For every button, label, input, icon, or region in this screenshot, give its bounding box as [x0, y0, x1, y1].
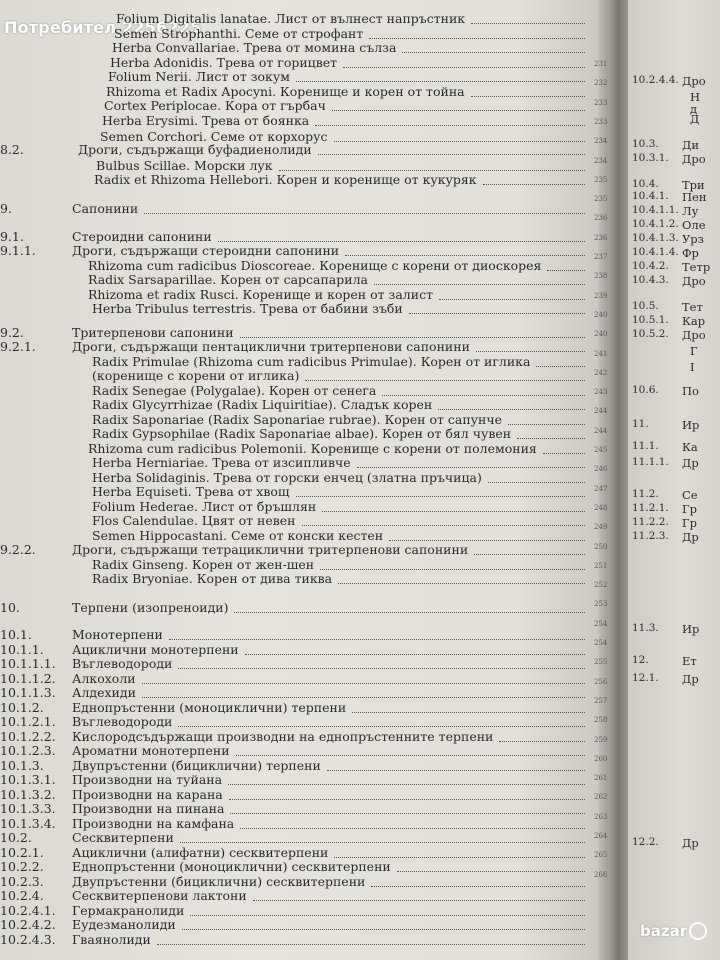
- toc-entry-number: 10.2.4.4.: [632, 74, 679, 86]
- toc-entry-title: Г: [690, 344, 698, 358]
- toc-entry-title: Bulbus Scillae. Морски лук: [96, 158, 273, 173]
- toc-entry-title: Тетр: [682, 260, 711, 274]
- toc-entry-title: Гр: [682, 502, 697, 516]
- toc-entry-number: 10.1.3.1.: [0, 772, 56, 787]
- toc-entry-title: По: [682, 384, 699, 398]
- page-number: 235: [594, 195, 608, 204]
- toc-entry-title: Дроги, съдържащи тетрациклични тритерпенови сапонини: [72, 542, 469, 557]
- toc-entry-title: Ир: [682, 622, 700, 636]
- toc-entry-title: Сапонини: [72, 201, 139, 216]
- dot-leader: [382, 395, 585, 396]
- chat-bubble-icon: [689, 922, 707, 940]
- dot-leader: [144, 213, 585, 214]
- dot-leader: [315, 125, 585, 126]
- dot-leader: [402, 52, 585, 53]
- dot-leader: [296, 496, 585, 497]
- dot-leader: [305, 380, 585, 381]
- toc-entry-title: Ди: [682, 138, 700, 152]
- toc-entry: [632, 654, 718, 670]
- toc-entry-title: Тет: [682, 300, 703, 314]
- page-number: 259: [594, 735, 608, 744]
- page-number: 231: [594, 60, 608, 68]
- toc-entry-title: Алдехиди: [72, 685, 136, 700]
- dot-leader: [374, 284, 585, 285]
- toc-entry-title: Radix Glycyrrhizae (Radix Liquiritiae). Сладък корен: [92, 397, 433, 412]
- dot-leader: [229, 799, 585, 800]
- page-number: 255: [594, 658, 608, 667]
- dot-leader: [499, 741, 585, 742]
- dot-leader: [345, 255, 585, 256]
- page-number: 247: [594, 484, 608, 493]
- dot-leader: [296, 81, 585, 82]
- page-number: 254: [594, 619, 608, 628]
- toc-entry-title: Rhizoma cum radicibus Dioscoreae. Коренище с корени от диоскорея: [88, 258, 542, 273]
- toc-entry-title: Фр: [682, 246, 699, 260]
- page-number: 257: [594, 696, 608, 705]
- toc-entry-number: 10.2.4.2.: [0, 917, 56, 932]
- dot-leader: [371, 886, 585, 887]
- toc-entry-number: 10.: [0, 600, 20, 615]
- page-number: 262: [594, 793, 608, 802]
- toc-entry-number: 10.4.1.1.: [632, 204, 679, 216]
- dot-leader: [438, 409, 585, 410]
- dot-leader: [483, 184, 585, 185]
- toc-entry-number: 10.4.2.: [632, 260, 669, 272]
- page-number: 235: [594, 175, 608, 184]
- dot-leader: [352, 712, 585, 713]
- toc-entry: [632, 440, 718, 456]
- toc-entry: [632, 112, 718, 128]
- toc-entry-title: Flos Calendulae. Цвят от невен: [92, 513, 296, 528]
- toc-entry-title: Rhizoma et Radix Apocyni. Коренище и корен от тойна: [106, 84, 465, 99]
- page-number: 265: [594, 851, 608, 860]
- toc-entry-title: (коренище с корени от иглика): [92, 368, 300, 383]
- page-number: 234: [594, 137, 608, 146]
- dot-leader: [253, 900, 585, 901]
- dot-leader: [338, 583, 585, 584]
- logo-text: bazar: [640, 922, 688, 940]
- page-number: 264: [594, 832, 608, 840]
- watermark: Потребител 2256225: [4, 18, 202, 37]
- page-number: 248: [594, 503, 608, 512]
- toc-entry-title: Radix Senegae (Polygalae). Корен от сенега: [92, 383, 377, 398]
- toc-entry-title: Radix Bryoniae. Корен от дива тиква: [92, 571, 333, 586]
- toc-entry: [0, 201, 590, 219]
- toc-entry-title: Ароматни монотерпени: [72, 743, 230, 758]
- toc-entry-title: Двупръстенни (бициклични) терпени: [72, 758, 321, 773]
- toc-entry-title: Herba Equiseti. Трева от хвощ: [92, 484, 290, 499]
- dot-leader: [343, 67, 585, 68]
- page-number: 237: [594, 253, 608, 261]
- toc-entry-number: 10.4.1.: [632, 190, 669, 202]
- page-number: 249: [594, 523, 608, 532]
- toc-entry: [632, 152, 718, 168]
- page-number: 233: [594, 117, 608, 126]
- toc-entry: [632, 836, 718, 852]
- toc-entry: [632, 384, 718, 400]
- toc-entry-number: 10.4.3.: [632, 274, 669, 286]
- dot-leader: [320, 569, 585, 570]
- toc-entry-number: 11.2.3.: [632, 530, 669, 542]
- dot-leader: [471, 96, 585, 97]
- toc-entry-number: 10.2.1.: [0, 845, 44, 860]
- toc-entry-title: Стероидни сапонини: [72, 229, 212, 244]
- toc-entry: [632, 672, 718, 688]
- toc-entry-number: 11.: [632, 418, 649, 430]
- toc-entry-title: Пен: [682, 190, 707, 204]
- page-number: 236: [594, 233, 608, 242]
- page-number: 238: [594, 272, 608, 281]
- toc-entry-title: Folium Hederae. Лист от бръшлян: [92, 499, 317, 514]
- toc-entry-title: Rhizoma cum radicibus Polemonii. Коренище с корени от полемония: [88, 441, 537, 456]
- page-number: 244: [594, 407, 608, 416]
- toc-entry-title: Ациклични (алифатни) сесквитерпени: [72, 845, 329, 860]
- toc-entry-title: Radix Gypsophilae (Radix Saponariae albae). Корен от бял чувен: [92, 426, 512, 441]
- toc-entry-number: 12.1.: [632, 672, 659, 684]
- toc-entry-number: 9.2.: [0, 325, 24, 340]
- dot-leader: [190, 915, 585, 916]
- toc-entry-number: 10.3.1.: [632, 152, 669, 164]
- page-number: 242: [594, 368, 608, 377]
- toc-entry-title: Cortex Periplocae. Кора от гърбач: [104, 98, 326, 113]
- toc-entry-title: Radix Ginseng. Корен от жен-шен: [92, 557, 315, 572]
- toc-entry-title: Двупръстенни (бициклични) сесквитерпени: [72, 874, 366, 889]
- toc-entry-title: Терпени (изопреноиди): [72, 600, 229, 615]
- dot-leader: [327, 770, 585, 771]
- toc-entry-title: Radix Sarsaparillae. Корен от сарсапарила: [88, 272, 368, 287]
- toc-entry-title: Дроги, съдържащи буфадиенолиди: [78, 142, 312, 157]
- dot-leader: [409, 313, 585, 314]
- toc-entry-title: Дро: [682, 74, 706, 88]
- dot-leader: [236, 755, 585, 756]
- toc-entry: [632, 418, 718, 434]
- dot-leader: [322, 511, 585, 512]
- dot-leader: [439, 299, 585, 300]
- toc-entry-title: Еднопръстенни (моноциклични) терпени: [72, 700, 347, 715]
- toc-entry: [632, 74, 718, 90]
- dot-leader: [332, 110, 585, 111]
- toc-entry-title: Др: [682, 672, 699, 686]
- toc-entry-title: Еднопръстенни (моноциклични) сесквитерпени: [72, 859, 391, 874]
- toc-entry-title: Ир: [682, 418, 700, 432]
- page-number: 241: [594, 349, 608, 358]
- toc-entry-title: Лу: [682, 204, 699, 218]
- dot-leader: [142, 683, 585, 684]
- toc-entry-number: 10.1.3.3.: [0, 801, 56, 816]
- page-number: 254: [594, 639, 608, 647]
- dot-leader: [397, 871, 585, 872]
- page-number: 250: [594, 542, 608, 551]
- toc-entry-title: Др: [682, 836, 699, 850]
- toc-entry: [632, 274, 718, 290]
- toc-entry: [632, 328, 718, 344]
- dot-leader: [334, 857, 585, 858]
- toc-entry-title: Гваянолиди: [72, 932, 151, 947]
- toc-entry-title: Кар: [682, 314, 706, 328]
- toc-entry-number: 11.2.2.: [632, 516, 669, 528]
- page-number: 266: [594, 870, 608, 879]
- toc-entry-title: Herba Tribulus terrestris. Трева от бабини зъби: [92, 301, 403, 316]
- toc-entry: [0, 600, 590, 618]
- toc-entry-title: Дроги, съдържащи стероидни сапонини: [72, 243, 340, 258]
- toc-entry-title: Др: [682, 530, 699, 544]
- toc-entry-number: 10.1.1.2.: [0, 671, 56, 686]
- bazar-logo: [640, 916, 718, 946]
- toc-entry-number: 10.1.3.: [0, 758, 44, 773]
- toc-entry-number: 10.1.3.4.: [0, 816, 56, 831]
- toc-entry: [632, 456, 718, 472]
- toc-entry-title: Herba Solidaginis. Трева от горски енчец (златна пръчица): [92, 470, 482, 485]
- toc-entry-title: Radix Saponariae (Radix Saponariae rubrae). Корен от сапунче: [92, 412, 503, 427]
- toc-entry-title: Дро: [682, 328, 706, 342]
- toc-entry-title: Semen Hippocastani. Семе от конски кестен: [92, 528, 384, 543]
- toc-entry-title: Производни на туйана: [72, 772, 223, 787]
- toc-entry-title: Н: [690, 90, 701, 104]
- page-number: 252: [594, 581, 608, 590]
- toc-entry-number: 9.2.2.: [0, 542, 36, 557]
- toc-entry-title: Три: [682, 178, 705, 192]
- toc-entry-title: Еудезманолиди: [72, 917, 176, 932]
- toc-entry: [632, 344, 718, 360]
- toc-entry-title: Herba Erysimi. Трева от боянка: [102, 113, 310, 128]
- toc-entry-number: 10.1.2.3.: [0, 743, 56, 758]
- dot-leader: [142, 697, 585, 698]
- toc-entry-number: 12.: [632, 654, 649, 666]
- toc-entry-title: Урз: [682, 232, 704, 246]
- toc-entry-number: 11.3.: [632, 622, 659, 634]
- page-number: 239: [594, 291, 608, 300]
- page-number: 251: [594, 561, 608, 570]
- page-number: 233: [594, 98, 608, 107]
- toc-entry-title: Semen Strophanthi. Семе от строфант: [114, 26, 364, 41]
- toc-entry-title: д: [690, 102, 698, 116]
- toc-entry: [0, 301, 590, 319]
- toc-entry-title: Ка: [682, 440, 698, 454]
- page-number: 240: [594, 310, 608, 319]
- toc-entry-number: 10.5.1.: [632, 314, 669, 326]
- toc-entry-title: Въглеводороди: [72, 714, 173, 729]
- dot-leader: [476, 351, 585, 352]
- toc-entry: [0, 932, 590, 950]
- dot-leader: [389, 540, 585, 541]
- toc-entry-title: Кислородсъдържащи производни на еднопръстенните терпени: [72, 729, 494, 744]
- dot-leader: [180, 842, 585, 843]
- toc-entry-number: 11.2.: [632, 488, 659, 500]
- toc-entry-number: 10.1.: [0, 627, 32, 642]
- toc-entry-title: Дро: [682, 274, 706, 288]
- toc-entry-number: 11.2.1.: [632, 502, 669, 514]
- page-number: 260: [594, 754, 608, 763]
- toc-entry: [632, 360, 718, 376]
- dot-leader: [234, 612, 585, 613]
- toc-entry-title: Дро: [682, 152, 706, 166]
- toc-entry-number: 10.1.3.2.: [0, 787, 56, 802]
- toc-entry-number: 10.2.3.: [0, 874, 44, 889]
- dot-leader: [240, 828, 585, 829]
- dot-leader: [182, 929, 585, 930]
- toc-entry-title: Herba Adonidis. Трева от горицвет: [110, 55, 338, 70]
- toc-entry-number: 10.1.1.3.: [0, 685, 56, 700]
- toc-entry-number: 9.2.1.: [0, 339, 36, 354]
- dot-leader: [543, 453, 585, 454]
- toc-entry-title: Гр: [682, 516, 697, 530]
- dot-leader: [245, 654, 585, 655]
- toc-entry-title: Ет: [682, 654, 697, 668]
- toc-entry-title: Ациклични монотерпени: [72, 642, 239, 657]
- toc-entry-title: Folium Nerii. Лист от зокум: [108, 69, 290, 84]
- toc-entry-title: Rhizoma et radix Rusci. Коренище и корен от залист: [88, 287, 433, 302]
- page-number: 236: [594, 214, 608, 223]
- toc-entry-title: Дроги, съдържащи пентациклични тритерпенови сапонини: [72, 339, 470, 354]
- toc-entry: [632, 622, 718, 638]
- page-number: 256: [594, 677, 608, 686]
- toc-entry-number: 10.4.: [632, 178, 659, 190]
- toc-entry-title: Алкохоли: [72, 671, 136, 686]
- page-number: 261: [594, 774, 608, 783]
- toc-entry-title: Производни на пинана: [72, 801, 225, 816]
- page-number: 234: [594, 156, 608, 165]
- page-number: 263: [594, 812, 608, 821]
- toc-entry-number: 10.4.1.2.: [632, 218, 679, 230]
- toc-entry-number: 9.1.1.: [0, 243, 36, 258]
- dot-leader: [157, 944, 585, 945]
- toc-entry-number: 10.1.2.1.: [0, 714, 56, 729]
- toc-entry: [0, 571, 590, 589]
- toc-entry-number: 10.1.1.: [0, 642, 44, 657]
- toc-entry-number: 10.2.4.3.: [0, 932, 56, 947]
- toc-entry-number: 10.5.: [632, 300, 659, 312]
- toc-entry-title: I: [690, 360, 695, 374]
- toc-entry-number: 10.1.2.: [0, 700, 44, 715]
- page-number: 245: [594, 446, 608, 454]
- dot-leader: [536, 366, 585, 367]
- toc-entry-title: Folium Digitalis lanatae. Лист от вълнест напръстник: [116, 11, 466, 26]
- toc-entry-number: 11.1.: [632, 440, 659, 452]
- dot-leader: [169, 639, 585, 640]
- dot-leader: [178, 668, 585, 669]
- toc-entry-title: Herba Convallariae. Трева от момина сълза: [112, 40, 397, 55]
- toc-entry-number: 10.4.1.3.: [632, 232, 679, 244]
- toc-entry-title: Се: [682, 488, 698, 502]
- dot-leader: [318, 154, 585, 155]
- toc-entry-title: Оле: [682, 218, 706, 232]
- toc-entry: [632, 530, 718, 546]
- toc-entry-number: 10.2.4.1.: [0, 903, 56, 918]
- dot-leader: [471, 23, 585, 24]
- toc-entry-number: 10.4.1.4.: [632, 246, 679, 258]
- dot-leader: [178, 726, 585, 727]
- toc-entry-number: 8.2.: [0, 142, 24, 157]
- toc-entry-title: Radix Primulae (Rhizoma cum radicibus Primulae). Корен от иглика: [92, 354, 531, 369]
- dot-leader: [369, 38, 585, 39]
- toc-entry-number: 9.: [0, 201, 12, 216]
- dot-leader: [357, 467, 585, 468]
- dot-leader: [488, 482, 585, 483]
- toc-entry-number: 10.2.: [0, 830, 32, 845]
- toc-entry-number: 10.2.2.: [0, 859, 44, 874]
- toc-entry-title: Д: [690, 112, 700, 126]
- toc-entry-title: Тритерпенови сапонини: [72, 325, 234, 340]
- toc-entry-title: Производни на камфана: [72, 816, 235, 831]
- page-number: 244: [594, 426, 608, 435]
- page-number: 258: [594, 716, 608, 725]
- dot-leader: [302, 525, 585, 526]
- toc-entry-title: Монотерпени: [72, 627, 163, 642]
- toc-entry-title: Сесквитерпени: [72, 830, 174, 845]
- toc-entry-number: 10.3.: [632, 138, 659, 150]
- dot-leader: [279, 170, 585, 171]
- toc-entry-number: 10.5.2.: [632, 328, 669, 340]
- toc-entry-number: 10.6.: [632, 384, 659, 396]
- dot-leader: [230, 813, 585, 814]
- toc-entry-title: Сесквитерпенови лактони: [72, 888, 247, 903]
- toc-entry-number: 10.1.1.1.: [0, 656, 56, 671]
- toc-entry-title: Herba Herniariae. Трева от изсипливче: [92, 455, 351, 470]
- toc-entry-number: 12.2.: [632, 836, 659, 848]
- toc-entry-number: 10.2.4.: [0, 888, 44, 903]
- toc-entry-title: Въглеводороди: [72, 656, 173, 671]
- page-number: 240: [594, 330, 608, 339]
- page-number: 253: [594, 600, 608, 609]
- dot-leader: [228, 784, 585, 785]
- page-number: 243: [594, 388, 608, 397]
- toc-entry-number: 11.1.1.: [632, 456, 669, 468]
- toc-entry-number: 10.1.2.2.: [0, 729, 56, 744]
- toc-entry-title: Гермакранолиди: [72, 903, 185, 918]
- page-number: 246: [594, 465, 608, 474]
- toc-entry-title: Производни на карана: [72, 787, 223, 802]
- dot-leader: [240, 337, 585, 338]
- toc-entry-title: Др: [682, 456, 699, 470]
- page-number: 232: [594, 79, 608, 88]
- toc-entry: [0, 172, 590, 190]
- dot-leader: [508, 424, 585, 425]
- toc-entry-number: 9.1.: [0, 229, 24, 244]
- dot-leader: [547, 270, 585, 271]
- dot-leader: [218, 241, 585, 242]
- dot-leader: [474, 554, 585, 555]
- toc-entry-title: Radix et Rhizoma Hellebori. Корен и коренище от кукуряк: [94, 172, 477, 187]
- dot-leader: [517, 438, 585, 439]
- toc-entry-title: Semen Corchori. Семе от корхорус: [100, 129, 328, 144]
